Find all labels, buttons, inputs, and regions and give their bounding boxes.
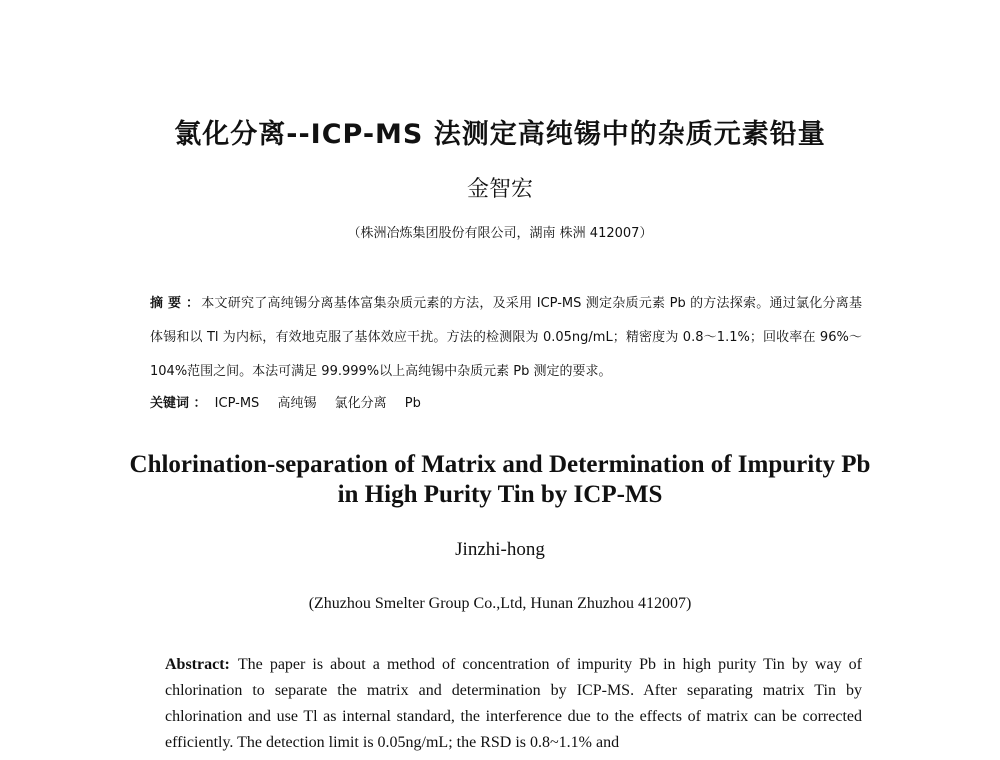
keyword: 氯化分离 [334, 396, 387, 411]
keyword: Pb [404, 396, 421, 411]
keyword: 高纯锡 [277, 396, 317, 411]
chinese-title: 氯化分离--ICP-MS 法测定高纯锡中的杂质元素铅量 [174, 119, 826, 150]
chinese-keywords-label: 关键词 ： [150, 396, 207, 411]
chinese-abstract [150, 287, 862, 389]
english-abstract-label: Abstract: [165, 656, 230, 673]
chinese-author: 金智宏 [466, 177, 533, 202]
chinese-abstract-text: 本文研究了高纯锡分离基体富集杂质元素的方法，及采用 ICP-MS 测定杂质元素 Pb 的方法探索。通过氯化分离基体锡和以 Tl 为内标，有效地克服了基体效应干扰。方法的检测限为 0.05ng/mL；精密度为 0.8～1.1%；回收率在 96%～104%范围之间。本法可满足 99.999%以上高纯锡中杂质元素 Pb 测定的要求。 [150, 296, 862, 379]
english-abstract-text: The paper is about a method of concentration of impurity Pb in high purity Tin by way of chlorination to separate the matrix and determination by ICP-MS. After separating matrix Tin by chlorination and use Tl as internal standard, the interference due to the effects of matrix can be corrected efficiently. The detection limit is 0.05ng/mL; the RSD is 0.8~1.1% and [165, 656, 862, 751]
english-author: Jinzhi-hong [455, 539, 545, 560]
chinese-abstract-label: 摘 要 ： [150, 296, 200, 311]
chinese-keywords [150, 392, 862, 411]
english-title-line-1: Chlorination-separation of Matrix and Determination of Impurity Pb [129, 451, 871, 478]
english-affiliation: (Zhuzhou Smelter Group Co.,Ltd, Hunan Zhuzhou 412007) [308, 595, 692, 612]
english-title [0, 450, 1000, 510]
english-title-line-2: in High Purity Tin by ICP-MS [337, 481, 663, 508]
english-abstract [165, 652, 862, 756]
keyword: ICP-MS [214, 396, 260, 411]
chinese-affiliation: （株洲冶炼集团股份有限公司，湖南 株洲 412007） [347, 226, 653, 241]
